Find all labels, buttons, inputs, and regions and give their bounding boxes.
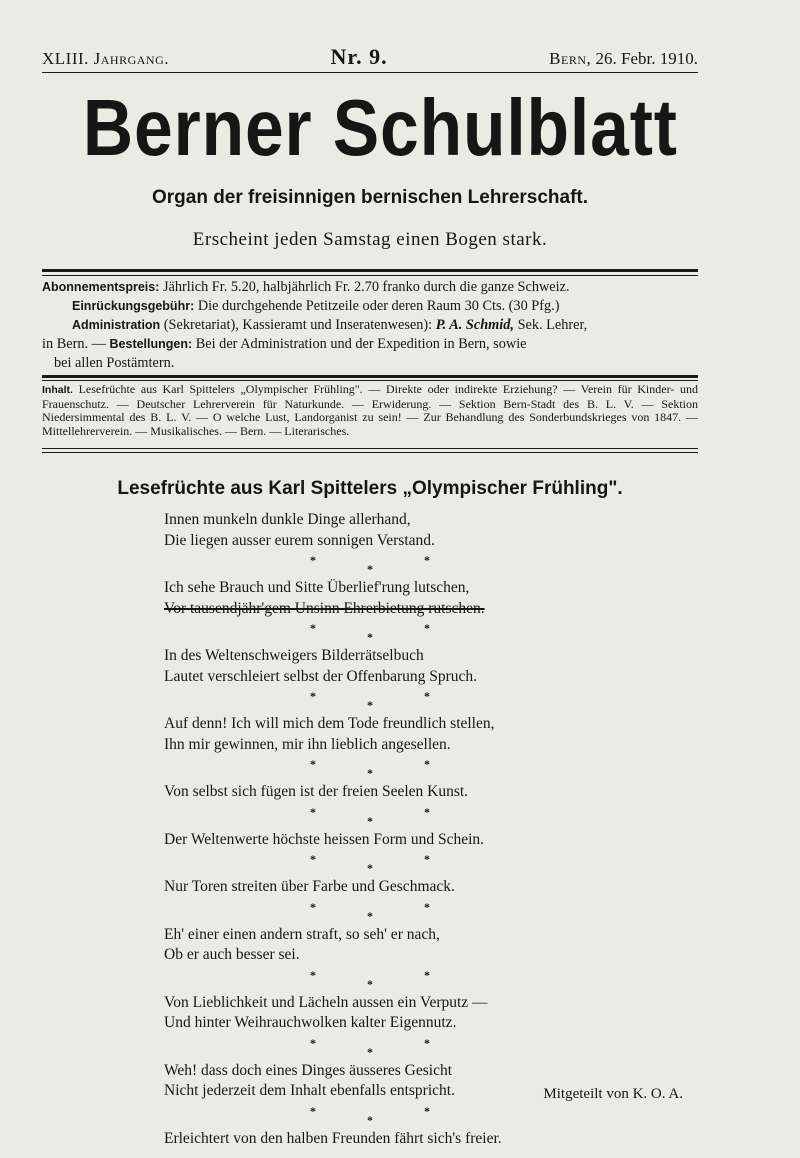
poem-line: Von Lieblichkeit und Lächeln aussen ein Verputz — <box>164 993 488 1011</box>
insertion-line <box>42 297 698 316</box>
administration-line2: in Bern. — <box>42 336 106 352</box>
star: * <box>424 852 430 866</box>
poem-line: Ich sehe Brauch und Sitte Überlief'rung lutschen, <box>164 579 470 596</box>
star: * <box>310 1035 316 1050</box>
star: * <box>367 1044 373 1059</box>
poem-line: Auf denn! Ich will mich dem Tode freundlich stellen, <box>164 715 495 732</box>
administration-name: P. A. Schmid, <box>435 317 514 333</box>
place: Bern, <box>549 49 592 68</box>
place-date <box>549 49 698 69</box>
star: * <box>367 766 373 780</box>
orders-text: Bei der Administration und der Expedition in Bern, sowie <box>195 336 527 352</box>
administration-line <box>42 316 698 335</box>
poem-line: Weh! dass doch eines Dinges äusseres Gesicht <box>164 1061 453 1079</box>
volume-label: XLIII. Jahrgang. <box>42 49 170 68</box>
poem-line: Der Weltenwerte höchste heissen Form und Schein. <box>164 830 485 848</box>
star: * <box>367 861 373 875</box>
issue-header <box>42 44 698 70</box>
star-divider <box>164 1034 684 1061</box>
contents-bottom-rule-2 <box>42 452 698 453</box>
star: * <box>424 899 430 914</box>
poem-line: Die liegen ausser eurem sonnigen Verstand. <box>164 531 435 549</box>
insertion-text: Die durchgehende Petitzeile oder deren Raum 30 Cts. (30 Pfg.) <box>197 298 560 314</box>
issue-date: 26. Febr. 1910. <box>595 49 698 68</box>
star-divider <box>164 755 684 782</box>
star: * <box>424 689 430 703</box>
poem-line: In des Weltenschweigers Bilderrätselbuch <box>164 647 424 664</box>
star-divider <box>164 687 684 714</box>
poem-line: Von selbst sich fügen ist der freien Seelen Kunst. <box>164 783 469 800</box>
star: * <box>310 967 316 982</box>
poem-line: Ihn mir gewinnen, mir ihn lieblich angesellen. <box>164 735 451 753</box>
masthead-subtitle: Organ der freisinnigen bernischen Lehrerschaft. <box>151 187 589 208</box>
star: * <box>424 621 430 635</box>
star-divider <box>164 803 684 830</box>
contents-top-rule <box>42 375 698 378</box>
info-top-rule <box>42 269 698 272</box>
insertion-label: Einrückungsgebühr: <box>72 299 195 313</box>
star-divider <box>164 1102 684 1129</box>
info-top-rule-thin <box>42 275 698 276</box>
poem-line: Eh' einer einen andern straft, so seh' er nach, <box>164 925 440 943</box>
star: * <box>424 804 430 819</box>
star: * <box>367 562 373 576</box>
subscription-label: Abonnementspreis: <box>42 280 160 294</box>
star: * <box>367 908 373 923</box>
header-rule <box>42 72 698 73</box>
poem-line-struck: Vor tausendjähr'gem Unsinn Ehrerbietung rutschen. <box>164 599 485 617</box>
star: * <box>310 757 316 771</box>
star: * <box>310 553 316 567</box>
attribution: Mitgeteilt von K. O. A. <box>543 1086 683 1102</box>
star: * <box>424 757 430 771</box>
contents-text: Lesefrüchte aus Karl Spittelers „Olympischer Frühling". — Direkte oder indirekte Erziehung? — Verein für Kinder- und Frauenschutz. — Deutscher Lehrerverein für Naturkunde. — Erwiderung. — Sektion Bern-Stadt des B. L. V. — Sektion Niedersimmental des B. L. V. — O welche Lust, Landorganist zu sein! — Zur Behandlung des Sonderbundskrieges von 1847. — Mittellehrerverein. — Musikalisches. — Bern. — Literarisches. <box>42 382 698 438</box>
article-title: Lesefrüchte aus Karl Spittelers „Olympischer Frühling". <box>117 478 623 499</box>
star: * <box>367 630 373 644</box>
star: * <box>367 1112 373 1127</box>
star: * <box>310 689 316 703</box>
contents-label: Inhalt. <box>42 384 73 396</box>
orders-label: Bestellungen: <box>109 337 193 351</box>
poem-line: Lautet verschleiert selbst der Offenbarung Spruch. <box>164 667 478 685</box>
subscription-info <box>42 278 698 373</box>
orders-line <box>42 335 698 354</box>
poem-line: Innen munkeln dunkle Dinge allerhand, <box>164 511 411 528</box>
star: * <box>310 804 316 819</box>
star-divider <box>164 551 684 578</box>
star-divider <box>164 850 684 877</box>
star-divider <box>164 966 684 993</box>
contents-bottom-rule <box>42 448 698 449</box>
poem-line: Ob er auch besser sei. <box>164 946 300 963</box>
poem-line: Erleichtert von den halben Freunden fährt sich's freier. <box>164 1129 502 1147</box>
star: * <box>367 813 373 828</box>
star: * <box>424 967 430 982</box>
subscription-line <box>42 278 698 297</box>
administration-rest: Sek. Lehrer, <box>517 317 588 333</box>
table-of-contents <box>42 383 698 438</box>
star: * <box>424 1035 430 1050</box>
poem <box>164 510 684 1149</box>
administration-text: (Sekretariat), Kassieramt und Inseratenwesen): <box>163 317 433 333</box>
masthead-title: Berner Schulblatt <box>82 83 678 172</box>
issue-number: Nr. 9. <box>330 44 388 69</box>
star: * <box>310 621 316 635</box>
star: * <box>424 1103 430 1118</box>
poem-line: Und hinter Weihrauchwolken kalter Eigennutz. <box>164 1014 457 1031</box>
star: * <box>367 698 373 712</box>
poem-line: Nur Toren streiten über Farbe und Geschmack. <box>164 878 455 895</box>
administration-label: Administration <box>72 318 161 332</box>
star: * <box>310 1103 316 1118</box>
poem-line: Nicht jederzeit dem Inhalt ebenfalls entspricht. <box>164 1082 455 1099</box>
star: * <box>424 553 430 567</box>
star: * <box>367 976 373 991</box>
orders-line2: bei allen Postämtern. <box>54 355 175 371</box>
contents-top-rule-thin <box>42 380 698 381</box>
star-divider <box>164 619 684 646</box>
publication-schedule: Erscheint jeden Samstag einen Bogen stark. <box>192 229 548 250</box>
subscription-text: Jährlich Fr. 5.20, halbjährlich Fr. 2.70 franko durch die ganze Schweiz. <box>162 279 570 295</box>
star: * <box>310 852 316 866</box>
star-divider <box>164 898 684 925</box>
star: * <box>310 899 316 914</box>
